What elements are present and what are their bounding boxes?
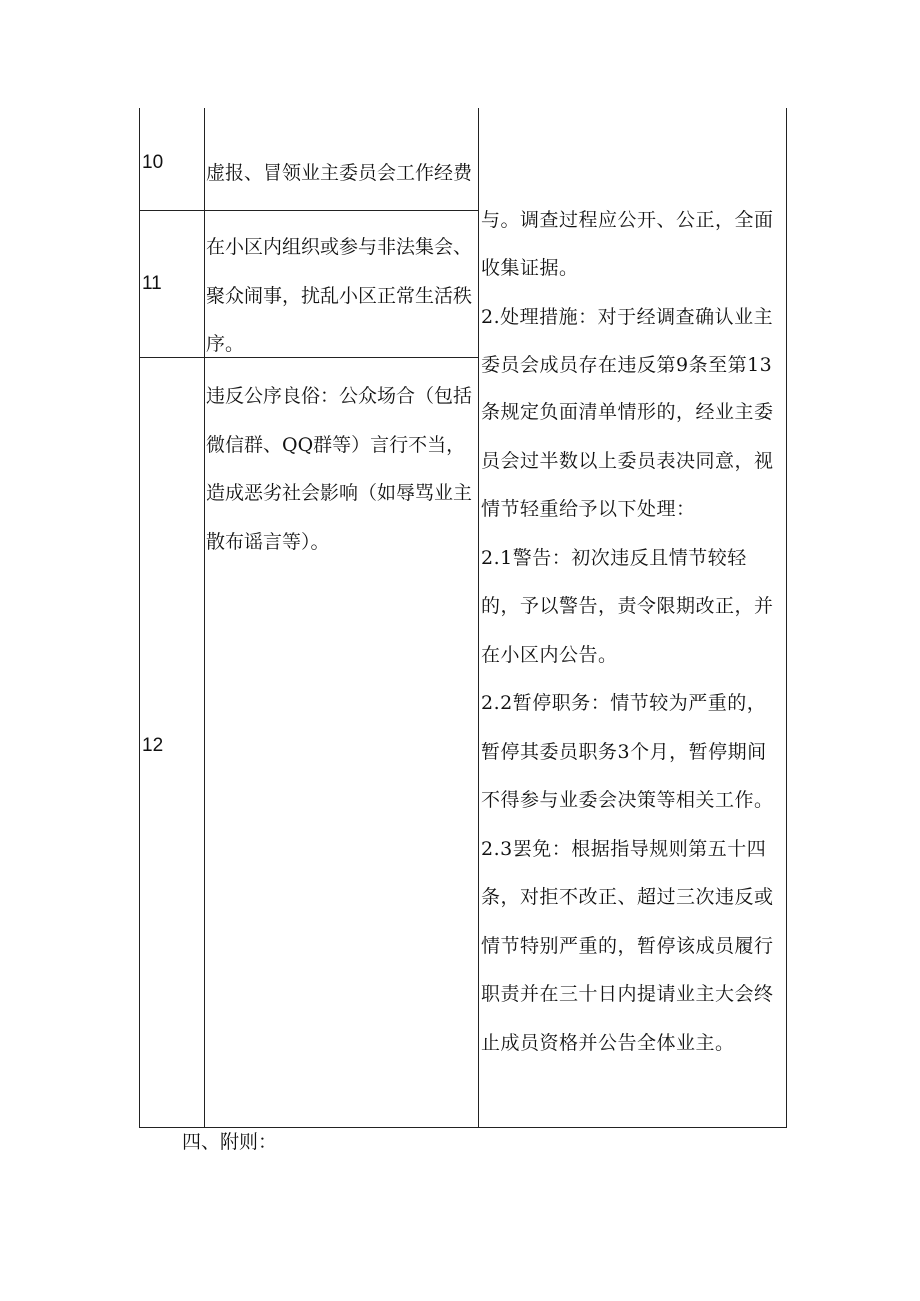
measure-line: 情节轻重给予以下处理： — [481, 498, 696, 520]
measure-line: 条，对拒不改正、超过三次违反或 — [481, 886, 774, 908]
measure-line: 委员会成员存在违反第9条至第13 — [481, 354, 773, 376]
row-divider-10-11 — [139, 210, 479, 211]
measure-line: 2.1警告：初次违反且情节较轻 — [481, 547, 747, 569]
measure-line: 职责并在三十日内提请业主大会终 — [481, 983, 774, 1005]
measure-line: 2.3罢免：根据指导规则第五十四 — [481, 838, 767, 860]
measure-line: 暂停其委员职务3个月，暂停期间 — [481, 741, 767, 763]
row-content-line: 散布谣言等）。 — [206, 531, 330, 553]
row-number: 11 — [142, 273, 162, 294]
measure-line: 与。调查过程应公开、公正，全面 — [481, 209, 774, 231]
measure-line: 条规定负面清单情形的，经业主委 — [481, 401, 774, 423]
row-content-line: 微信群、QQ群等）言行不当， — [206, 434, 466, 456]
measure-line: 2.处理措施：对于经调查确认业主 — [481, 306, 774, 328]
measure-line: 止成员资格并公告全体业主。 — [481, 1032, 735, 1054]
table-divider-1 — [204, 108, 205, 1128]
measure-line: 不得参与业委会决策等相关工作。 — [481, 789, 774, 811]
row-content-line: 虚报、冒领业主委员会工作经费 — [206, 162, 473, 184]
row-content-line: 在小区内组织或参与非法集会、 — [206, 236, 473, 258]
table-border-bottom — [139, 1127, 787, 1128]
measure-line: 情节特别严重的，暂停该成员履行 — [481, 935, 774, 957]
table-divider-2 — [478, 108, 479, 1128]
row-divider-11-12 — [139, 357, 479, 358]
row-content-line: 造成恶劣社会影响（如辱骂业主 — [206, 482, 473, 504]
row-number: 12 — [142, 735, 164, 756]
measure-line: 员会过半数以上委员表决同意，视 — [481, 450, 774, 472]
measure-line: 2.2暂停职务：情节较为严重的， — [481, 692, 767, 714]
measure-line: 在小区内公告。 — [481, 644, 618, 666]
section-heading: 四、附则： — [182, 1131, 278, 1153]
table-border-left — [139, 108, 140, 1128]
table-border-right — [786, 108, 787, 1128]
measure-line: 的，予以警告，责令限期改正，并 — [481, 595, 774, 617]
row-content-line: 序。 — [206, 333, 245, 355]
row-content-line: 违反公序良俗：公众场合（包括 — [206, 385, 473, 407]
measure-line: 收集证据。 — [481, 257, 579, 279]
row-content-line: 聚众闹事，扰乱小区正常生活秩 — [206, 285, 473, 307]
row-number: 10 — [142, 152, 164, 173]
